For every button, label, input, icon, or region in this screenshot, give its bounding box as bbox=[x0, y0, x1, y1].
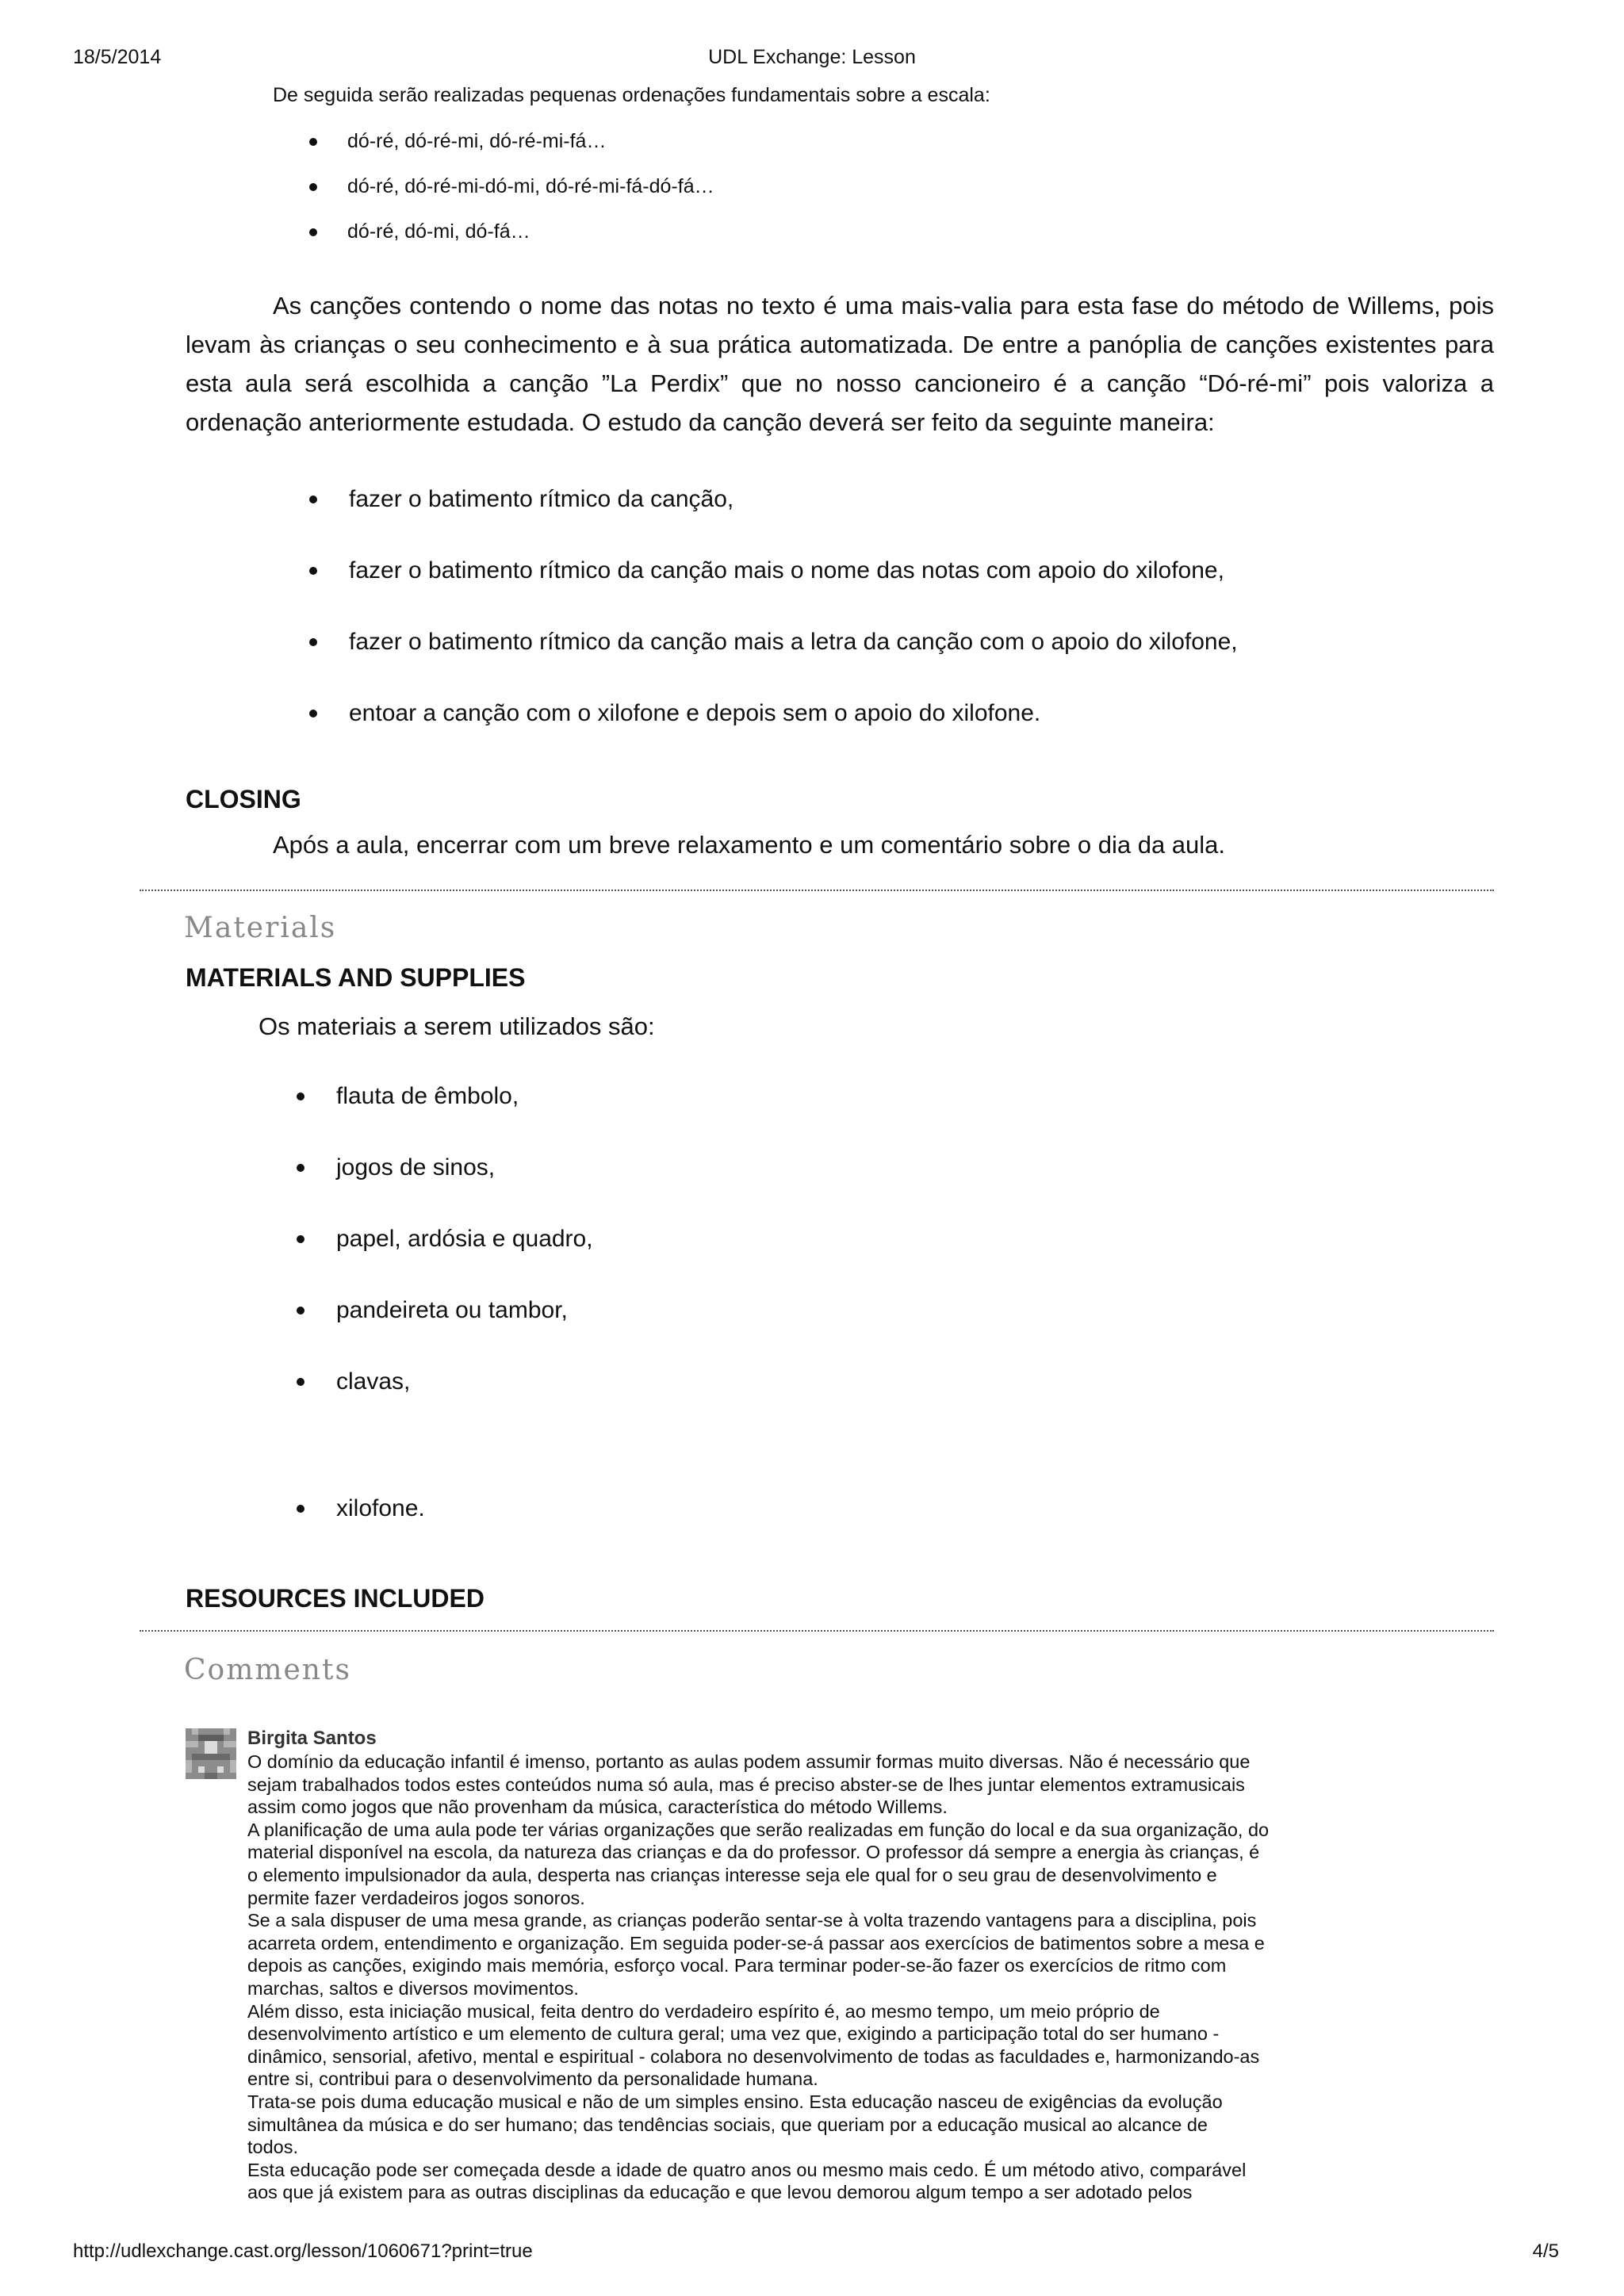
comment-line: O domínio da educação infantil é imenso, portanto as aulas podem assumir formas muito diversas. Não é necessário que bbox=[247, 1751, 1251, 1772]
list-item: dó-ré, dó-ré-mi, dó-ré-mi-fá… bbox=[309, 119, 1494, 164]
comment-line: todos. bbox=[247, 2137, 299, 2158]
comment-line: assim como jogos que não provenham da música, característica do método Willems. bbox=[247, 1797, 948, 1818]
list-item: papel, ardósia e quadro, bbox=[297, 1203, 1494, 1275]
materials-heading: MATERIALS AND SUPPLIES bbox=[186, 963, 526, 992]
comments-section-title: Comments bbox=[184, 1654, 351, 1686]
comment-line: o elemento impulsionador da aula, desperta nas crianças interesse seja ele qual for o seu grau de desenvolvimento e bbox=[247, 1864, 1217, 1885]
list-item: fazer o batimento rítmico da canção mais a letra da canção com o apoio do xilofone, bbox=[309, 607, 1494, 678]
comment-line: Além disso, esta iniciação musical, feita dentro do verdadeiro espírito é, ao mesmo tempo, um meio próprio de bbox=[247, 2000, 1160, 2022]
resources-heading: RESOURCES INCLUDED bbox=[186, 1584, 485, 1613]
list-item: fazer o batimento rítmico da canção mais o nome das notas com apoio do xilofone, bbox=[309, 535, 1494, 607]
comment-line: A planificação de uma aula pode ter várias organizações que serão realizadas em função do local e da sua organização, do bbox=[247, 1819, 1270, 1840]
materials-section-title: Materials bbox=[184, 912, 337, 944]
list-item: jogos de sinos, bbox=[297, 1132, 1494, 1203]
print-url: http://udlexchange.cast.org/lesson/1060671?print=true bbox=[73, 2241, 533, 2262]
comment-line: acarreta ordem, entendimento e organização. Em seguida poder-se-á passar aos exercícios de batimentos sobre a mesa e bbox=[247, 1932, 1265, 1954]
comment-text bbox=[247, 1751, 1335, 2204]
list-item: flauta de êmbolo, bbox=[297, 1061, 1494, 1132]
list-item: pandeireta ou tambor, bbox=[297, 1275, 1494, 1346]
comment-line: marchas, saltos e diversos movimentos. bbox=[247, 1977, 579, 1999]
list-item: dó-ré, dó-ré-mi-dó-mi, dó-ré-mi-fá-dó-fá… bbox=[309, 164, 1494, 209]
closing-heading: CLOSING bbox=[186, 785, 301, 813]
scale-list bbox=[186, 119, 1494, 254]
section-divider bbox=[140, 890, 1494, 891]
comment-line: Se a sala dispuser de uma mesa grande, as crianças poderão sentar-se à volta trazendo vantagens para a disciplina, pois bbox=[247, 1910, 1257, 1931]
comment bbox=[186, 1727, 1335, 2204]
comment-line: Esta educação pode ser começada desde a idade de quatro anos ou mesmo mais cedo. É um método ativo, comparável bbox=[247, 2159, 1247, 2180]
comment-line: entre si, contribui para o desenvolvimento da personalidade humana. bbox=[247, 2068, 818, 2090]
comment-author[interactable]: Birgita Santos bbox=[247, 1728, 377, 1749]
list-item: entoar a canção com o xilofone e depois sem o apoio do xilofone. bbox=[309, 678, 1494, 749]
materials-intro: Os materiais a serem utilizados são: bbox=[259, 1012, 655, 1040]
list-item: fazer o batimento rítmico da canção, bbox=[309, 464, 1494, 535]
comment-line: permite fazer verdadeiros jogos sonoros. bbox=[247, 1887, 585, 1908]
comment-line: simultânea da música e do ser humano; das tendências sociais, que queriam por a educação musical ao alcance de bbox=[247, 2114, 1208, 2135]
materials-block bbox=[186, 959, 1494, 1544]
comment-line: aos que já existem para as outras disciplinas da educação e que levou demorou algum tempo a ser adotado pelos bbox=[247, 2182, 1193, 2203]
print-page-title: UDL Exchange: Lesson bbox=[708, 46, 916, 68]
lesson-content bbox=[186, 76, 1494, 865]
list-item: clavas, bbox=[297, 1346, 1494, 1418]
list-item: xilofone. bbox=[297, 1473, 1494, 1544]
scale-intro: De seguida serão realizadas pequenas ordenações fundamentais sobre a escala: bbox=[273, 84, 990, 106]
comment-line: Trata-se pois duma educação musical e não de um simples ensino. Esta educação nasceu de exigências da evolução bbox=[247, 2091, 1223, 2112]
list-item: dó-ré, dó-mi, dó-fá… bbox=[309, 209, 1494, 254]
comment-body bbox=[247, 1727, 1335, 2204]
study-steps-list bbox=[186, 464, 1494, 749]
comment-line: sejam trabalhados todos estes conteúdos numa só aula, mas é preciso abster-se de lhes juntar elementos extramusicais bbox=[247, 1774, 1245, 1795]
print-page-number: 4/5 bbox=[1532, 2241, 1559, 2262]
materials-list bbox=[186, 1061, 1494, 1544]
section-divider bbox=[140, 1630, 1494, 1632]
comment-line: dinâmico, sensorial, afetivo, mental e espiritual - colabora no desenvolvimento de todas as faculdades e, harmonizando-as bbox=[247, 2045, 1260, 2067]
songs-paragraph: As canções contendo o nome das notas no texto é uma mais-valia para esta fase do método de Willems, pois levam às crianças o seu conhecimento e à sua prática automatizada. De entre a panóplia de canções existentes para esta aula será escolhida a canção ”La Perdix” que no nosso cancioneiro é a canção “Dó-ré-mi” pois valoriza a ordenação anteriormente estudada. O estudo da canção deverá ser feito da seguinte maneira: bbox=[186, 292, 1494, 436]
comment-line: desenvolvimento artístico e um elemento de cultura geral; uma vez que, exigindo a participação total do ser humano - bbox=[247, 2023, 1220, 2045]
comment-line: material disponível na escola, da natureza das crianças e da do professor. O professor dá sempre a energia às crianças, é bbox=[247, 1842, 1260, 1863]
identicon-icon bbox=[186, 1728, 236, 1779]
print-date: 18/5/2014 bbox=[73, 46, 162, 68]
closing-text: Após a aula, encerrar com um breve relaxamento e um comentário sobre o dia da aula. bbox=[273, 831, 1226, 859]
comment-line: depois as canções, exigindo mais memória, esforço vocal. Para terminar poder-se-ão fazer os exercícios de ritmo com bbox=[247, 1955, 1227, 1976]
avatar bbox=[186, 1728, 236, 1779]
